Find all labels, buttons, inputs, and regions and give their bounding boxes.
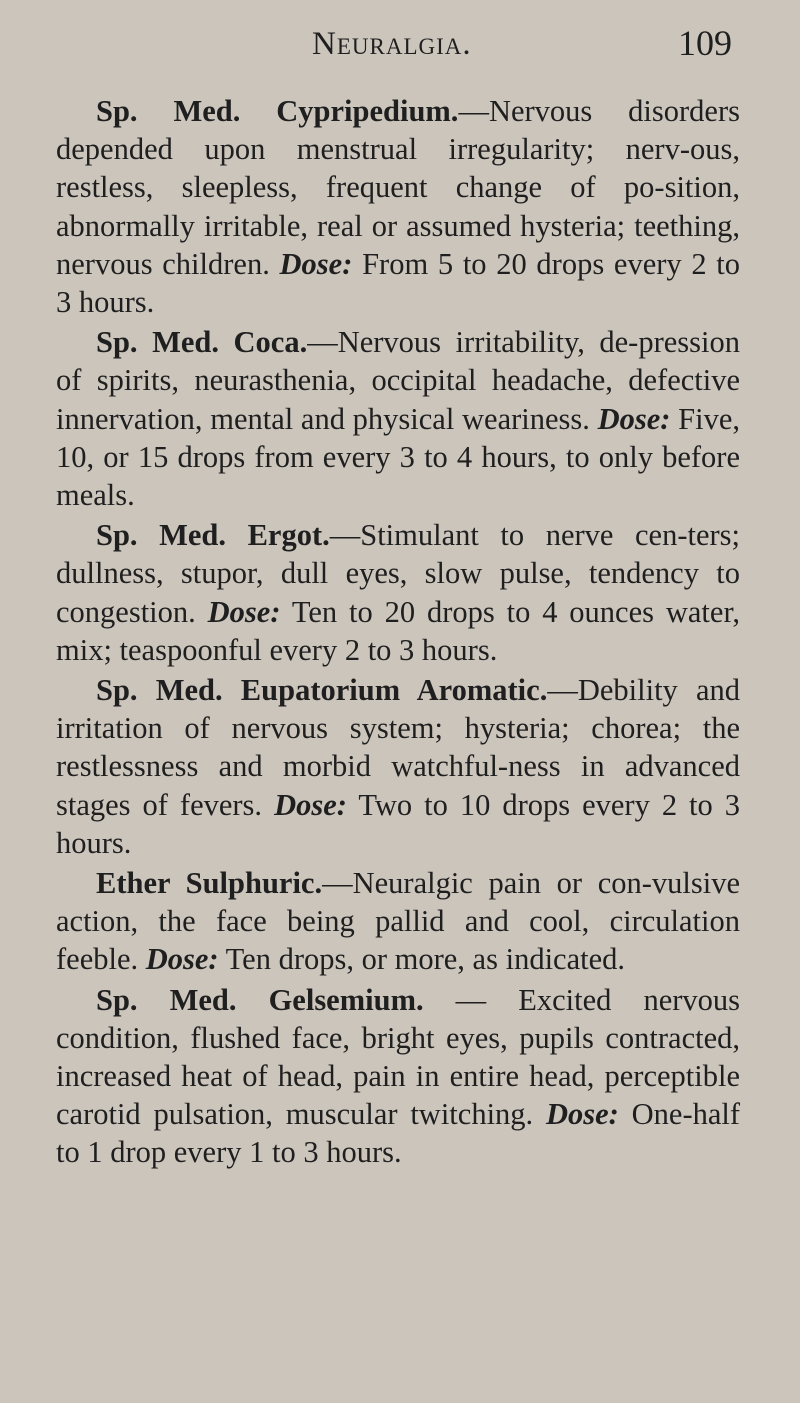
entry-name: Sp. Med. Gelsemium.: [96, 982, 424, 1017]
entry-description: — Excited nervous condition, flushed face, bright eyes, pupils contracted, increased heat of head, pain in entire head, perceptible carotid pulsation, muscular twitching.: [56, 982, 741, 1132]
entry-ergot: [56, 516, 740, 669]
dose-text: Two to 10 drops every 2 to 3 hours.: [56, 787, 741, 860]
dose-label: Dose:: [274, 787, 347, 822]
dose-text: Ten to 20 drops to 4 ounces water, mix; teaspoonful every 2 to 3 hours.: [56, 594, 741, 667]
page-number: 109: [678, 23, 732, 63]
dose-text: Ten drops, or more, as indicated.: [225, 942, 626, 977]
entry-description: —Stimulant to nerve cen-ters; dullness, stupor, dull eyes, slow pulse, tendency to congestion.: [56, 518, 740, 629]
entry-name: Ether Sulphuric.: [96, 866, 323, 901]
entry-description: —Debility and irritation of nervous system; hysteria; chorea; the restlessness and morbid watchful-ness in advanced stages of fevers.: [56, 673, 740, 822]
entry-ether-sulphuric: [56, 864, 740, 979]
dose-label: Dose:: [597, 401, 671, 436]
entry-name: Sp. Med. Coca.: [96, 325, 308, 360]
dose-label: Dose:: [207, 594, 281, 629]
entry-gelsemium: [56, 981, 740, 1172]
running-head: [56, 22, 740, 74]
book-page: [56, 22, 740, 1174]
entry-eupatorium-aromatic: [56, 671, 740, 862]
dose-text: One-half to 1 drop every 1 to 3 hours.: [56, 1097, 741, 1170]
dose-label: Dose:: [279, 246, 353, 281]
entry-name: Sp. Med. Eupatorium Aromatic.: [96, 673, 548, 708]
entry-coca: [56, 323, 740, 514]
dose-label: Dose:: [545, 1097, 619, 1132]
entry-description: —Nervous disorders depended upon menstrual irregularity; nerv-ous, restless, sleepless, frequent change of po-sition, abnormally irritable, real or assumed hysteria; teething, nervous children.: [56, 94, 740, 281]
entry-name: Sp. Med. Ergot.: [96, 518, 330, 553]
dose-label: Dose:: [145, 942, 219, 977]
running-head-title: Neuralgia.: [312, 26, 472, 62]
dose-text: From 5 to 20 drops every 2 to 3 hours.: [56, 246, 741, 320]
entry-description: —Nervous irritability, de-pression of spirits, neurasthenia, occipital headache, defective innervation, mental and physical weariness.: [56, 325, 740, 436]
entry-name: Sp. Med. Cypripedium.: [96, 94, 459, 128]
dose-text: Five, 10, or 15 drops from every 3 to 4 hours, to only before meals.: [56, 401, 740, 513]
entry-description: —Neuralgic pain or con-vulsive action, the face being pallid and cool, circulation feeble.: [56, 866, 740, 977]
entry-cypripedium: [56, 92, 740, 321]
